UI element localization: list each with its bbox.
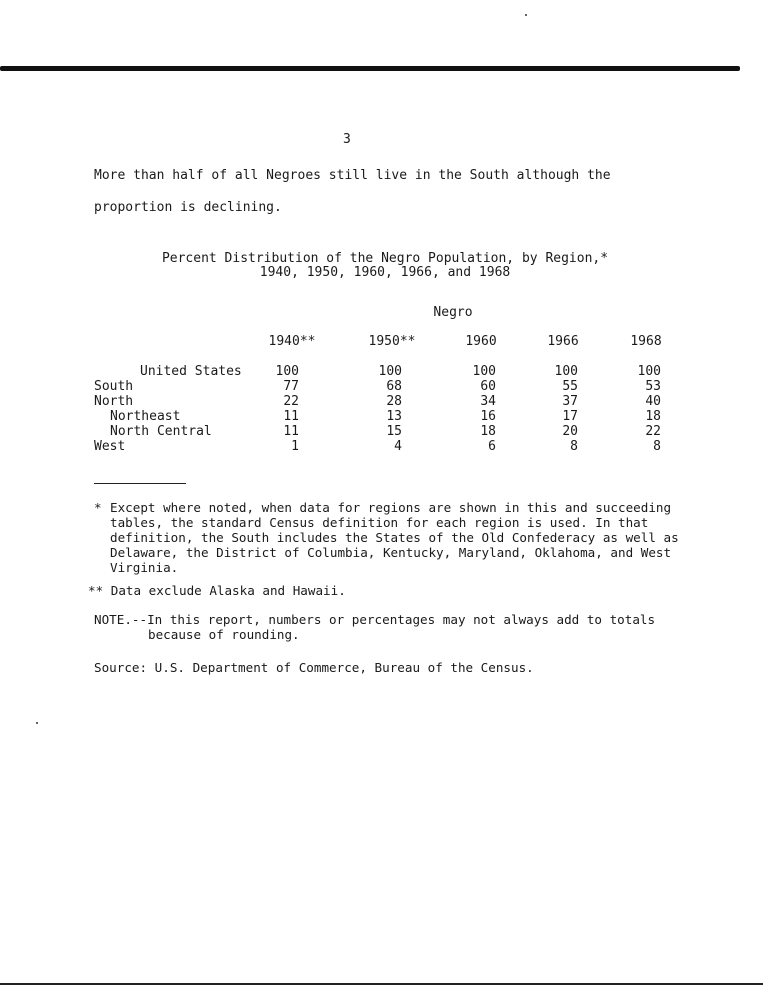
- cell-value: 11: [283, 424, 299, 439]
- table-row: [94, 439, 694, 454]
- footnote-separator: [94, 483, 186, 484]
- cell-value: 16: [480, 409, 496, 424]
- table-row: [94, 409, 694, 424]
- cell-value: 6: [488, 439, 496, 454]
- table-row: [94, 364, 694, 379]
- cell-value: 60: [480, 379, 496, 394]
- row-label: United States: [140, 364, 242, 379]
- intro-paragraph: More than half of all Negroes still live in the South although the proportion is declining.: [94, 168, 611, 215]
- row-label: North Central: [110, 424, 212, 439]
- table-row: [94, 394, 694, 409]
- cell-value: 1: [291, 439, 299, 454]
- note-line-1: NOTE.--In this report, numbers or percentages may not always add to totals: [94, 612, 656, 627]
- cell-value: 4: [394, 439, 402, 454]
- scan-speck: [36, 722, 38, 724]
- cell-value: 8: [653, 439, 661, 454]
- year-header: 1950**: [368, 334, 416, 349]
- cell-value: 100: [472, 364, 496, 379]
- table-title: [150, 252, 620, 280]
- cell-value: 17: [562, 409, 578, 424]
- row-label: Northeast: [110, 409, 181, 424]
- year-header: 1966: [547, 334, 579, 349]
- row-label: West: [94, 439, 126, 454]
- row-label: South: [94, 379, 134, 394]
- year-header: 1940**: [268, 334, 316, 349]
- cell-value: 8: [570, 439, 578, 454]
- cell-value: 40: [645, 394, 661, 409]
- cell-value: 34: [480, 394, 496, 409]
- page-number: 3: [343, 132, 351, 147]
- group-header: Negro: [433, 305, 473, 320]
- cell-value: 37: [562, 394, 578, 409]
- table-row: [94, 379, 694, 394]
- year-header: 1968: [630, 334, 662, 349]
- year-header: 1960: [465, 334, 497, 349]
- cell-value: 18: [480, 424, 496, 439]
- footnote-text: Except where noted, when data for regions are shown in this and succeeding tables, the standard Census definition for each region is used. In that definition, the South includes the States of the Old Confederacy as well as Delaware, the District of Columbia, Kentucky, Maryland, Oklahoma, and West Virginia.: [110, 500, 679, 575]
- cell-value: 68: [386, 379, 402, 394]
- cell-value: 100: [275, 364, 299, 379]
- note-line-2: because of rounding.: [148, 627, 300, 642]
- footnote-mark: *: [94, 500, 102, 515]
- cell-value: 77: [283, 379, 299, 394]
- table-title-line-1: Percent Distribution of the Negro Population, by Region,*: [161, 251, 609, 266]
- footnote-alaska-hawaii: ** Data exclude Alaska and Hawaii.: [88, 583, 346, 598]
- cell-value: 15: [386, 424, 402, 439]
- source-line: Source: U.S. Department of Commerce, Bureau of the Census.: [94, 660, 534, 675]
- cell-value: 22: [283, 394, 299, 409]
- row-label: North: [94, 394, 134, 409]
- footnote-region-definition: [94, 500, 684, 575]
- cell-value: 100: [378, 364, 402, 379]
- scan-speck: [525, 14, 527, 16]
- bottom-page-rule: [0, 983, 763, 985]
- top-page-rule: [0, 66, 740, 71]
- cell-value: 20: [562, 424, 578, 439]
- cell-value: 28: [386, 394, 402, 409]
- cell-value: 53: [645, 379, 661, 394]
- cell-value: 100: [637, 364, 661, 379]
- rounding-note: [94, 612, 674, 642]
- cell-value: 22: [645, 424, 661, 439]
- cell-value: 18: [645, 409, 661, 424]
- cell-value: 55: [562, 379, 578, 394]
- cell-value: 13: [386, 409, 402, 424]
- cell-value: 100: [554, 364, 578, 379]
- table-title-line-2: 1940, 1950, 1960, 1966, and 1968: [259, 265, 511, 280]
- table-row: [94, 424, 694, 439]
- cell-value: 11: [283, 409, 299, 424]
